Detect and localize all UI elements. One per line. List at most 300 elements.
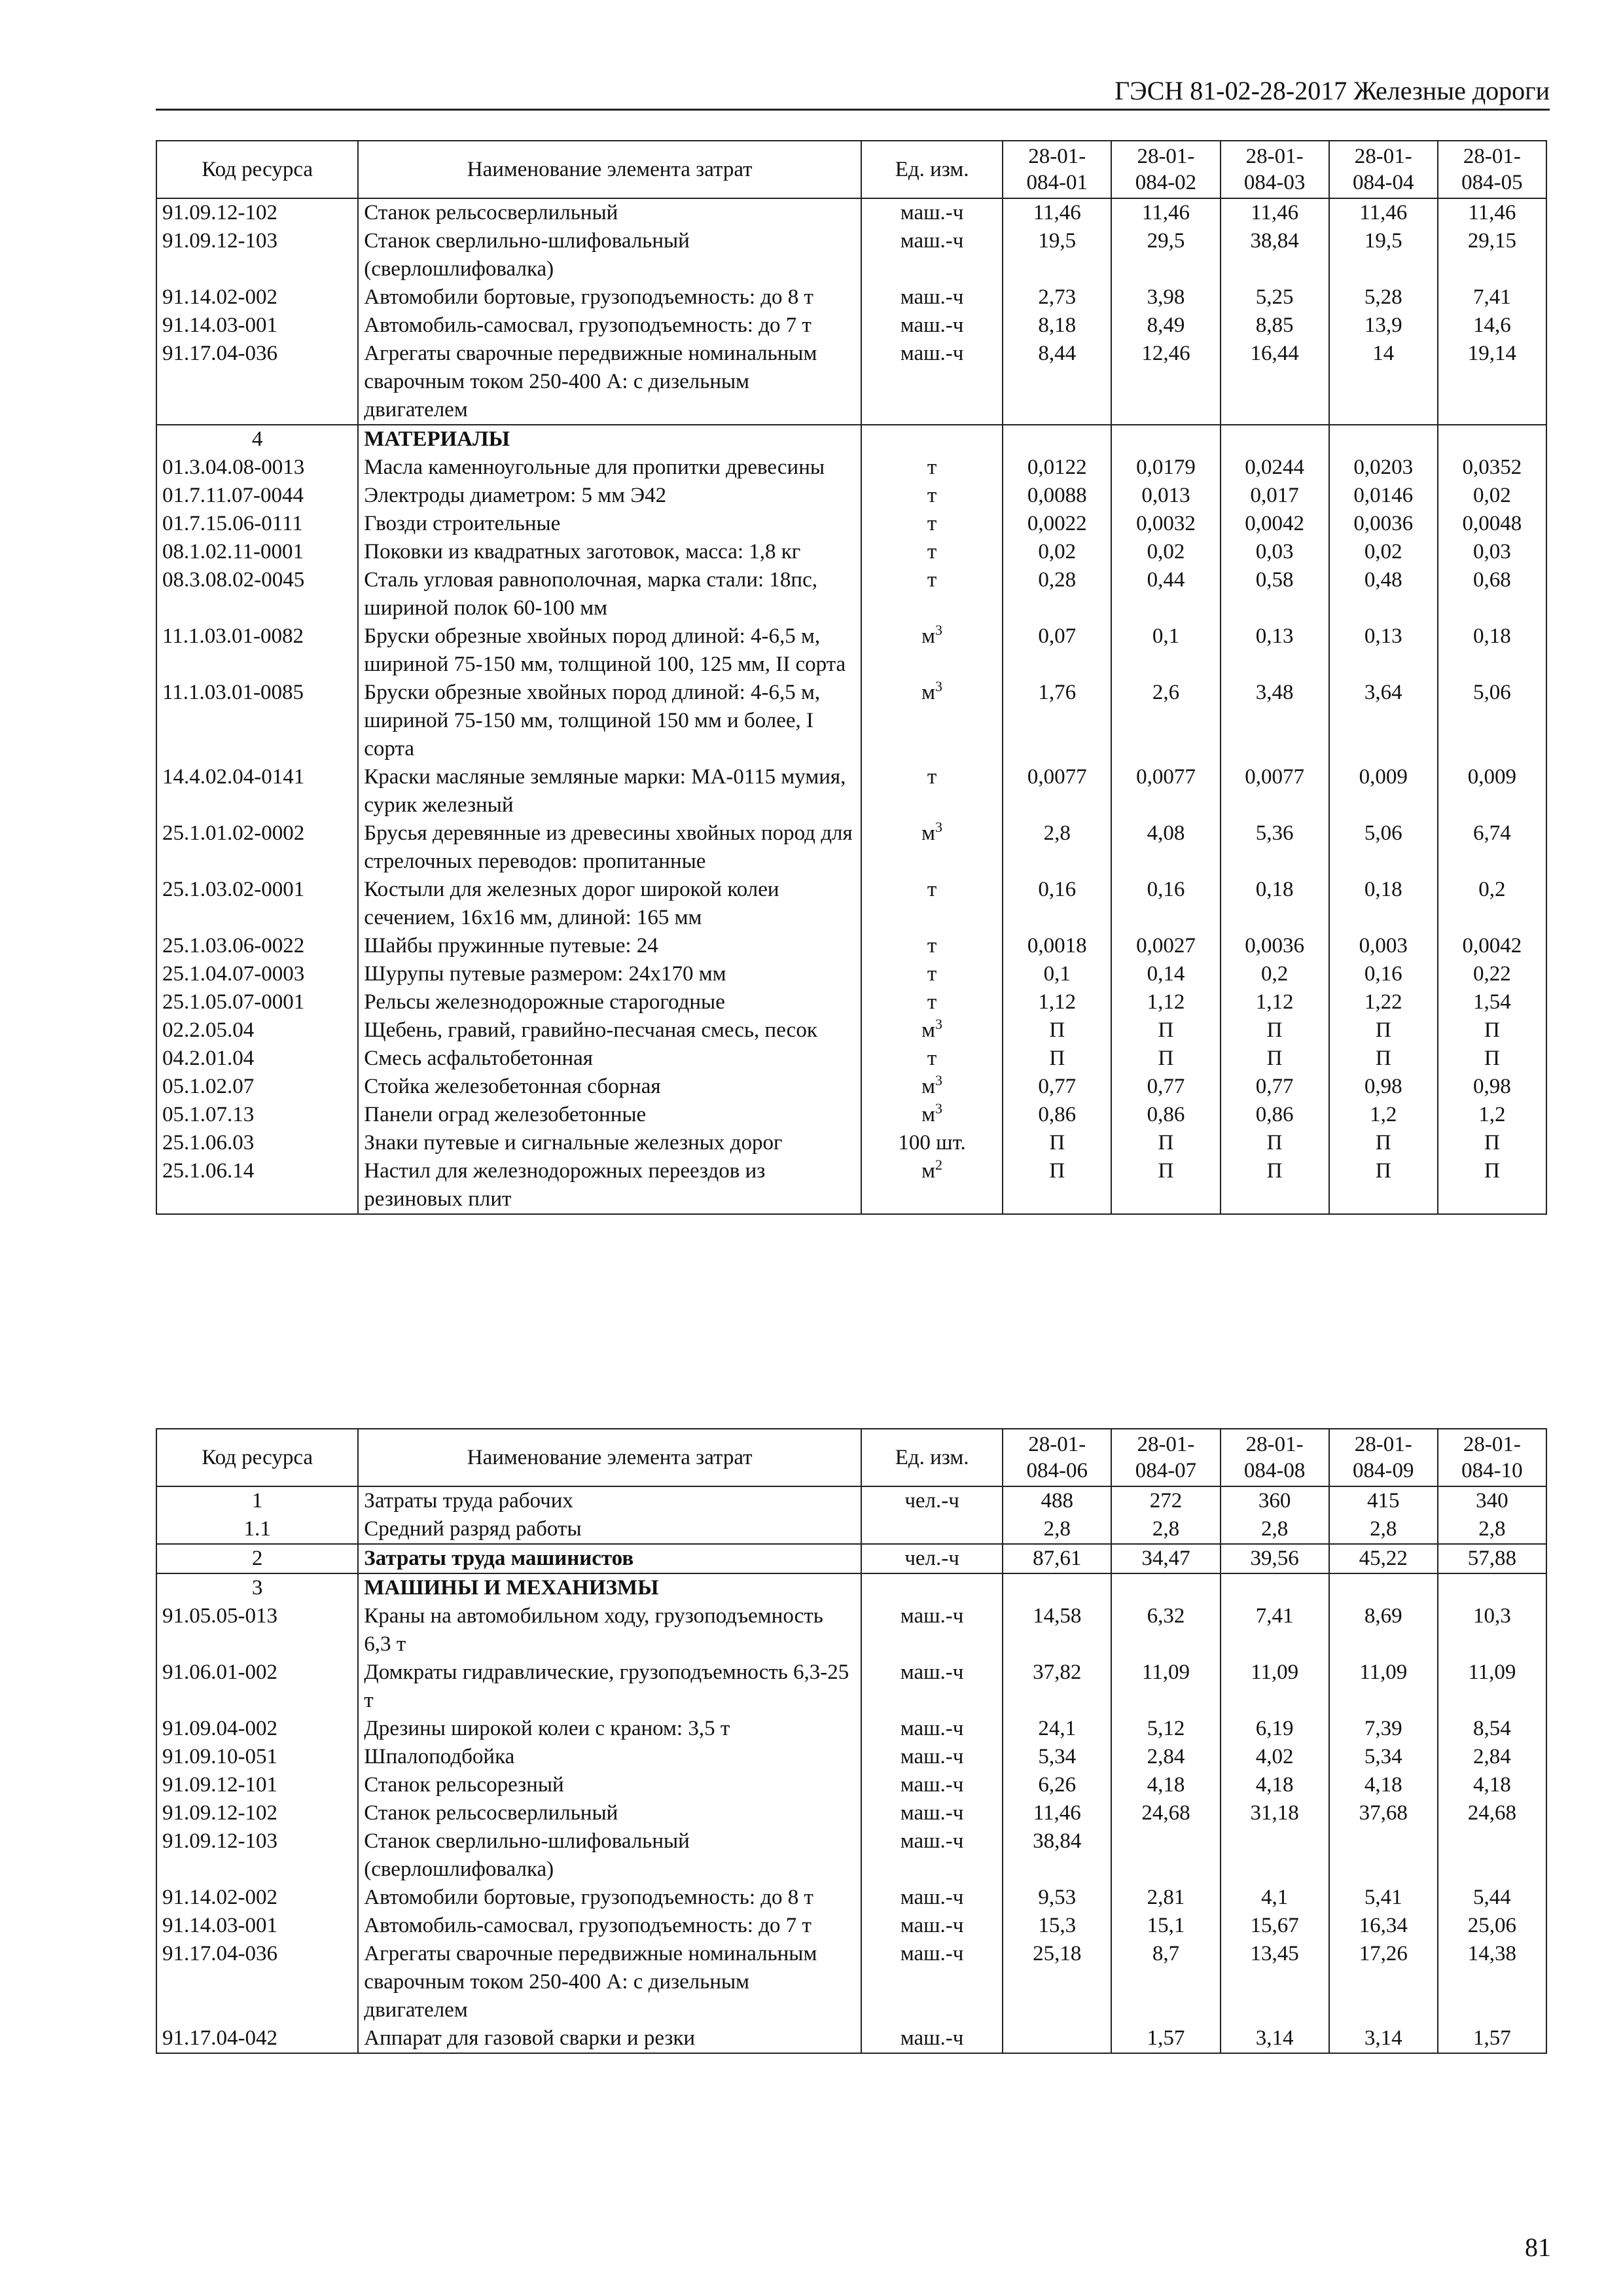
resource-code: 25.1.03.02-0001 bbox=[156, 876, 358, 932]
value-cell: 13,45 bbox=[1221, 1940, 1329, 2024]
value-cell: 6,19 bbox=[1221, 1715, 1329, 1743]
unit-exponent: 3 bbox=[935, 622, 943, 638]
resource-name: МАТЕРИАЛЫ bbox=[358, 425, 861, 454]
value-cell: 16,44 bbox=[1221, 340, 1329, 425]
value-cell: П bbox=[1221, 1045, 1329, 1073]
unit-cell bbox=[861, 283, 1003, 312]
col-header-value: 28-01- 084-09 bbox=[1329, 1429, 1438, 1486]
value-cell: 0,0048 bbox=[1438, 510, 1546, 538]
value-cell: 5,25 bbox=[1221, 283, 1329, 312]
value-cell: 415 bbox=[1329, 1486, 1438, 1515]
value-cell: 0,02 bbox=[1003, 538, 1111, 566]
value-cell: 2,8 bbox=[1003, 1515, 1111, 1544]
unit-exponent: 3 bbox=[935, 1100, 943, 1117]
value-cell: П bbox=[1221, 1157, 1329, 1214]
resource-name: Шайбы пружинные путевые: 24 bbox=[358, 932, 861, 960]
value-cell: 2,73 bbox=[1003, 283, 1111, 312]
unit-label: м bbox=[921, 1018, 936, 1042]
unit-cell bbox=[861, 425, 1003, 454]
unit-label: маш.-ч bbox=[900, 1829, 964, 1853]
value-cell: 0,0179 bbox=[1111, 454, 1220, 482]
value-cell: 4,02 bbox=[1221, 1743, 1329, 1771]
unit-cell bbox=[861, 1101, 1003, 1129]
value-cell: 11,46 bbox=[1003, 198, 1111, 227]
value-cell: 39,56 bbox=[1221, 1544, 1329, 1573]
unit-cell bbox=[861, 960, 1003, 988]
unit-label: маш.-ч bbox=[900, 1942, 964, 1965]
unit-cell bbox=[861, 1743, 1003, 1771]
value-cell bbox=[1438, 1827, 1546, 1884]
value-cell: П bbox=[1329, 1016, 1438, 1045]
resource-code: 3 bbox=[156, 1573, 358, 1602]
unit-exponent: 3 bbox=[935, 819, 943, 835]
resource-name: Автомобили бортовые, грузоподъемность: до 8 т bbox=[358, 283, 861, 312]
value-cell: 1,54 bbox=[1438, 988, 1546, 1016]
resource-name: Электроды диаметром: 5 мм Э42 bbox=[358, 482, 861, 510]
table-row bbox=[156, 340, 1546, 425]
value-cell: 4,18 bbox=[1438, 1771, 1546, 1799]
value-cell: П bbox=[1221, 1129, 1329, 1157]
table-row bbox=[156, 283, 1546, 312]
unit-label: м bbox=[921, 1075, 936, 1098]
table-row bbox=[156, 1799, 1546, 1827]
resource-name: Домкраты гидравлические, грузоподъемность 6,3-25 т bbox=[358, 1659, 861, 1715]
unit-cell bbox=[861, 1157, 1003, 1214]
unit-label: маш.-ч bbox=[900, 1886, 964, 1909]
value-cell bbox=[1003, 1573, 1111, 1602]
value-cell: 6,32 bbox=[1111, 1602, 1220, 1659]
value-cell: П bbox=[1438, 1045, 1546, 1073]
resource-code: 04.2.01.04 bbox=[156, 1045, 358, 1073]
unit-label: чел.-ч bbox=[904, 1547, 959, 1570]
resource-code: 91.09.12-101 bbox=[156, 1771, 358, 1799]
value-cell: 1,22 bbox=[1329, 988, 1438, 1016]
value-cell: 8,54 bbox=[1438, 1715, 1546, 1743]
value-cell bbox=[1111, 425, 1220, 454]
col-header-value: 28-01- 084-02 bbox=[1111, 141, 1220, 198]
value-cell: 5,34 bbox=[1329, 1743, 1438, 1771]
unit-label: маш.-ч bbox=[900, 201, 964, 224]
resource-name: Щебень, гравий, гравийно-песчаная смесь, песок bbox=[358, 1016, 861, 1045]
value-cell: 0,44 bbox=[1111, 566, 1220, 622]
table-row bbox=[156, 198, 1546, 227]
value-cell: 0,02 bbox=[1111, 538, 1220, 566]
table-row bbox=[156, 312, 1546, 340]
value-cell: 0,48 bbox=[1329, 566, 1438, 622]
table-row bbox=[156, 1544, 1546, 1573]
unit-cell bbox=[861, 1544, 1003, 1573]
value-cell: П bbox=[1111, 1016, 1220, 1045]
value-cell: 12,46 bbox=[1111, 340, 1220, 425]
value-cell: 2,84 bbox=[1438, 1743, 1546, 1771]
resource-name: Масла каменноугольные для пропитки древесины bbox=[358, 454, 861, 482]
value-cell: 4,18 bbox=[1329, 1771, 1438, 1799]
unit-label: маш.-ч bbox=[900, 229, 964, 253]
col-header-value: 28-01- 084-01 bbox=[1003, 141, 1111, 198]
unit-label: маш.-ч bbox=[900, 1660, 964, 1684]
value-cell bbox=[1003, 2024, 1111, 2053]
value-cell: 0,0352 bbox=[1438, 454, 1546, 482]
resource-name: Гвозди строительные bbox=[358, 510, 861, 538]
unit-exponent: 3 bbox=[935, 1072, 943, 1088]
table-row bbox=[156, 988, 1546, 1016]
value-cell: 0,16 bbox=[1329, 960, 1438, 988]
value-cell bbox=[1221, 425, 1329, 454]
resource-code: 91.06.01-002 bbox=[156, 1659, 358, 1715]
value-cell: 0,22 bbox=[1438, 960, 1546, 988]
value-cell: 5,12 bbox=[1111, 1715, 1220, 1743]
resource-name: Дрезины широкой колеи с краном: 3,5 т bbox=[358, 1715, 861, 1743]
value-cell: 37,68 bbox=[1329, 1799, 1438, 1827]
value-cell: П bbox=[1003, 1157, 1111, 1214]
value-cell: П bbox=[1438, 1016, 1546, 1045]
value-cell: 0,07 bbox=[1003, 622, 1111, 679]
value-cell bbox=[1329, 1827, 1438, 1884]
value-cell: 11,09 bbox=[1329, 1659, 1438, 1715]
table-header-row bbox=[156, 1429, 1546, 1486]
table-row bbox=[156, 482, 1546, 510]
value-cell: 5,44 bbox=[1438, 1884, 1546, 1912]
value-cell: 38,84 bbox=[1003, 1827, 1111, 1884]
value-cell bbox=[1111, 1573, 1220, 1602]
unit-label: маш.-ч bbox=[900, 342, 964, 365]
value-cell: 87,61 bbox=[1003, 1544, 1111, 1573]
value-cell: 0,0027 bbox=[1111, 932, 1220, 960]
value-cell: 0,003 bbox=[1329, 932, 1438, 960]
resource-code: 91.05.05-013 bbox=[156, 1602, 358, 1659]
value-cell: 15,67 bbox=[1221, 1912, 1329, 1940]
value-cell: 0,0077 bbox=[1221, 763, 1329, 819]
value-cell: 7,41 bbox=[1438, 283, 1546, 312]
resource-code: 4 bbox=[156, 425, 358, 454]
value-cell: 0,68 bbox=[1438, 566, 1546, 622]
resource-code: 11.1.03.01-0082 bbox=[156, 622, 358, 679]
value-cell: П bbox=[1438, 1157, 1546, 1214]
table-row bbox=[156, 622, 1546, 679]
value-cell: 8,7 bbox=[1111, 1940, 1220, 2024]
value-cell: 2,8 bbox=[1438, 1515, 1546, 1544]
resource-name: Смесь асфальтобетонная bbox=[358, 1045, 861, 1073]
value-cell: 2,8 bbox=[1221, 1515, 1329, 1544]
resource-name: Станок сверлильно-шлифовальный (сверлошлифовалка) bbox=[358, 1827, 861, 1884]
col-header-value: 28-01- 084-04 bbox=[1329, 141, 1438, 198]
table-row bbox=[156, 538, 1546, 566]
resource-code: 11.1.03.01-0085 bbox=[156, 679, 358, 763]
resource-name: Костыли для железных дорог широкой колеи сечением, 16х16 мм, длиной: 165 мм bbox=[358, 876, 861, 932]
table-row bbox=[156, 1940, 1546, 2024]
unit-label: маш.-ч bbox=[900, 1717, 964, 1740]
unit-cell bbox=[861, 312, 1003, 340]
resource-code: 91.17.04-042 bbox=[156, 2024, 358, 2053]
unit-cell bbox=[861, 1715, 1003, 1743]
value-cell: 5,06 bbox=[1438, 679, 1546, 763]
table-body bbox=[156, 1486, 1546, 2053]
resource-code: 1 bbox=[156, 1486, 358, 1515]
resource-code: 91.17.04-036 bbox=[156, 1940, 358, 2024]
value-cell: 1,12 bbox=[1003, 988, 1111, 1016]
value-cell: 24,68 bbox=[1438, 1799, 1546, 1827]
value-cell: 0,0022 bbox=[1003, 510, 1111, 538]
value-cell: 3,48 bbox=[1221, 679, 1329, 763]
resource-name: Шурупы путевые размером: 24х170 мм bbox=[358, 960, 861, 988]
table-row bbox=[156, 1045, 1546, 1073]
resource-name: Средний разряд работы bbox=[358, 1515, 861, 1544]
value-cell: 16,34 bbox=[1329, 1912, 1438, 1940]
value-cell: 1,12 bbox=[1221, 988, 1329, 1016]
value-cell: 0,0203 bbox=[1329, 454, 1438, 482]
value-cell: 25,06 bbox=[1438, 1912, 1546, 1940]
value-cell: 5,06 bbox=[1329, 819, 1438, 876]
resource-name: Станок сверлильно-шлифовальный (сверлошлифовалка) bbox=[358, 227, 861, 283]
unit-label: м bbox=[921, 821, 936, 845]
value-cell: 17,26 bbox=[1329, 1940, 1438, 2024]
resource-code: 91.17.04-036 bbox=[156, 340, 358, 425]
resource-name: Сталь угловая равнополочная, марка стали: 18пс, шириной полок 60-100 мм bbox=[358, 566, 861, 622]
resource-code: 05.1.02.07 bbox=[156, 1073, 358, 1101]
value-cell: 0,77 bbox=[1221, 1073, 1329, 1101]
table-row bbox=[156, 1157, 1546, 1214]
section-row bbox=[156, 1573, 1546, 1602]
resource-code: 91.14.03-001 bbox=[156, 1912, 358, 1940]
unit-label: т bbox=[927, 512, 937, 535]
value-cell: 0,017 bbox=[1221, 482, 1329, 510]
resource-code: 02.2.05.04 bbox=[156, 1016, 358, 1045]
value-cell: 57,88 bbox=[1438, 1544, 1546, 1573]
value-cell: 1,76 bbox=[1003, 679, 1111, 763]
table-row bbox=[156, 1101, 1546, 1129]
value-cell: 0,0036 bbox=[1221, 932, 1329, 960]
resource-code: 91.09.12-103 bbox=[156, 227, 358, 283]
unit-label: м bbox=[921, 1159, 936, 1183]
value-cell: 29,5 bbox=[1111, 227, 1220, 283]
value-cell: 0,18 bbox=[1438, 622, 1546, 679]
unit-cell bbox=[861, 2024, 1003, 2053]
table-row bbox=[156, 454, 1546, 482]
resource-name: Поковки из квадратных заготовок, масса: 1,8 кг bbox=[358, 538, 861, 566]
resource-name: Автомобиль-самосвал, грузоподъемность: до 7 т bbox=[358, 1912, 861, 1940]
value-cell: 9,53 bbox=[1003, 1884, 1111, 1912]
value-cell: 15,3 bbox=[1003, 1912, 1111, 1940]
col-header-name: Наименование элемента затрат bbox=[358, 1429, 861, 1486]
value-cell: 1,57 bbox=[1111, 2024, 1220, 2053]
value-cell bbox=[1329, 425, 1438, 454]
unit-exponent: 3 bbox=[935, 1016, 943, 1032]
resource-name: Бруски обрезные хвойных пород длиной: 4-6,5 м, шириной 75-150 мм, толщиной 150 мм и более, I сорта bbox=[358, 679, 861, 763]
unit-cell bbox=[861, 679, 1003, 763]
resource-name: Бруски обрезные хвойных пород длиной: 4-6,5 м, шириной 75-150 мм, толщиной 100, 125 мм, II сорта bbox=[358, 622, 861, 679]
col-header-value: 28-01- 084-03 bbox=[1221, 141, 1329, 198]
unit-label: т bbox=[927, 456, 937, 479]
unit-cell bbox=[861, 1659, 1003, 1715]
unit-label: т bbox=[927, 568, 937, 592]
unit-cell bbox=[861, 988, 1003, 1016]
value-cell: 0,28 bbox=[1003, 566, 1111, 622]
resource-name: Станок рельсорезный bbox=[358, 1771, 861, 1799]
unit-label: чел.-ч bbox=[904, 1489, 959, 1513]
col-header-value: 28-01- 084-05 bbox=[1438, 141, 1546, 198]
unit-cell bbox=[861, 1129, 1003, 1157]
unit-cell bbox=[861, 932, 1003, 960]
col-header-value: 28-01- 084-10 bbox=[1438, 1429, 1546, 1486]
value-cell: 0,0244 bbox=[1221, 454, 1329, 482]
table-row bbox=[156, 510, 1546, 538]
value-cell: 0,03 bbox=[1221, 538, 1329, 566]
value-cell: 5,34 bbox=[1003, 1743, 1111, 1771]
value-cell: 29,15 bbox=[1438, 227, 1546, 283]
value-cell: 11,09 bbox=[1111, 1659, 1220, 1715]
value-cell: 0,03 bbox=[1438, 538, 1546, 566]
table-row bbox=[156, 1827, 1546, 1884]
table-row bbox=[156, 1912, 1546, 1940]
value-cell: 24,1 bbox=[1003, 1715, 1111, 1743]
resource-code: 25.1.05.07-0001 bbox=[156, 988, 358, 1016]
value-cell: 0,13 bbox=[1329, 622, 1438, 679]
unit-cell bbox=[861, 538, 1003, 566]
resource-code: 1.1 bbox=[156, 1515, 358, 1544]
value-cell: 11,09 bbox=[1221, 1659, 1329, 1715]
unit-label: т bbox=[927, 990, 937, 1014]
value-cell: 11,46 bbox=[1221, 198, 1329, 227]
unit-cell bbox=[861, 1016, 1003, 1045]
resource-code: 91.14.02-002 bbox=[156, 283, 358, 312]
value-cell: 7,41 bbox=[1221, 1602, 1329, 1659]
value-cell: 2,81 bbox=[1111, 1884, 1220, 1912]
value-cell: П bbox=[1003, 1016, 1111, 1045]
value-cell: 0,98 bbox=[1329, 1073, 1438, 1101]
resource-name: Агрегаты сварочные передвижные номинальным сварочным током 250-400 А: с дизельным двигателем bbox=[358, 1940, 861, 2024]
unit-label: т bbox=[927, 540, 937, 564]
unit-cell bbox=[861, 1515, 1003, 1544]
value-cell: 31,18 bbox=[1221, 1799, 1329, 1827]
value-cell: 0,13 bbox=[1221, 622, 1329, 679]
value-cell: 8,85 bbox=[1221, 312, 1329, 340]
resource-code: 91.14.03-001 bbox=[156, 312, 358, 340]
value-cell: 3,98 bbox=[1111, 283, 1220, 312]
table-row bbox=[156, 932, 1546, 960]
resource-code: 25.1.06.14 bbox=[156, 1157, 358, 1214]
value-cell: 3,14 bbox=[1329, 2024, 1438, 2053]
document-title: ГЭСН 81-02-28-2017 Железные дороги bbox=[1115, 76, 1550, 105]
unit-cell bbox=[861, 1045, 1003, 1073]
value-cell: 0,009 bbox=[1329, 763, 1438, 819]
value-cell: 272 bbox=[1111, 1486, 1220, 1515]
value-cell: П bbox=[1438, 1129, 1546, 1157]
value-cell: 15,1 bbox=[1111, 1912, 1220, 1940]
value-cell: 6,26 bbox=[1003, 1771, 1111, 1799]
table-row bbox=[156, 2024, 1546, 2053]
table-row bbox=[156, 1743, 1546, 1771]
resource-name: Затраты труда машинистов bbox=[358, 1544, 861, 1573]
value-cell: 10,3 bbox=[1438, 1602, 1546, 1659]
resource-name: Автомобили бортовые, грузоподъемность: до 8 т bbox=[358, 1884, 861, 1912]
value-cell: 19,14 bbox=[1438, 340, 1546, 425]
unit-label: т bbox=[927, 484, 937, 507]
unit-label: м bbox=[921, 681, 936, 704]
value-cell bbox=[1329, 1573, 1438, 1602]
unit-cell bbox=[861, 763, 1003, 819]
unit-cell bbox=[861, 1602, 1003, 1659]
table-row bbox=[156, 763, 1546, 819]
value-cell: 4,18 bbox=[1111, 1771, 1220, 1799]
unit-cell bbox=[861, 1073, 1003, 1101]
unit-cell bbox=[861, 482, 1003, 510]
value-cell: П bbox=[1329, 1157, 1438, 1214]
unit-label: т bbox=[927, 878, 937, 901]
resource-code: 14.4.02.04-0141 bbox=[156, 763, 358, 819]
unit-cell bbox=[861, 454, 1003, 482]
unit-label: маш.-ч bbox=[900, 314, 964, 337]
value-cell: 0,14 bbox=[1111, 960, 1220, 988]
unit-cell bbox=[861, 198, 1003, 227]
value-cell: 7,39 bbox=[1329, 1715, 1438, 1743]
value-cell: 3,64 bbox=[1329, 679, 1438, 763]
resource-name: Краны на автомобильном ходу, грузоподъемность 6,3 т bbox=[358, 1602, 861, 1659]
resource-name: Панели оград железобетонные bbox=[358, 1101, 861, 1129]
resource-code: 25.1.04.07-0003 bbox=[156, 960, 358, 988]
value-cell: 45,22 bbox=[1329, 1544, 1438, 1573]
value-cell: 0,86 bbox=[1003, 1101, 1111, 1129]
table-row bbox=[156, 1515, 1546, 1544]
value-cell: 0,16 bbox=[1111, 876, 1220, 932]
value-cell bbox=[1438, 425, 1546, 454]
value-cell bbox=[1221, 1573, 1329, 1602]
value-cell: 5,41 bbox=[1329, 1884, 1438, 1912]
unit-cell bbox=[861, 1827, 1003, 1884]
value-cell: 0,1 bbox=[1003, 960, 1111, 988]
col-header-value: 28-01- 084-06 bbox=[1003, 1429, 1111, 1486]
value-cell: П bbox=[1221, 1016, 1329, 1045]
value-cell: 0,0042 bbox=[1221, 510, 1329, 538]
value-cell: 8,18 bbox=[1003, 312, 1111, 340]
unit-cell bbox=[861, 1884, 1003, 1912]
value-cell: 0,0122 bbox=[1003, 454, 1111, 482]
unit-label: маш.-ч bbox=[900, 285, 964, 309]
col-header-unit: Ед. изм. bbox=[861, 141, 1003, 198]
resource-code: 91.09.12-102 bbox=[156, 1799, 358, 1827]
value-cell: П bbox=[1329, 1129, 1438, 1157]
unit-cell bbox=[861, 1799, 1003, 1827]
value-cell: 0,0077 bbox=[1003, 763, 1111, 819]
resource-name: Станок рельсосверлильный bbox=[358, 198, 861, 227]
value-cell: 4,18 bbox=[1221, 1771, 1329, 1799]
col-header-code: Код ресурса bbox=[156, 1429, 358, 1486]
value-cell: 1,12 bbox=[1111, 988, 1220, 1016]
resource-code: 08.3.08.02-0045 bbox=[156, 566, 358, 622]
value-cell bbox=[1003, 425, 1111, 454]
page-header bbox=[156, 72, 1550, 111]
unit-label: м bbox=[921, 624, 936, 648]
value-cell: 37,82 bbox=[1003, 1659, 1111, 1715]
value-cell: 0,58 bbox=[1221, 566, 1329, 622]
resource-name: Брусья деревянные из древесины хвойных пород для стрелочных переводов: пропитанные bbox=[358, 819, 861, 876]
value-cell: 0,0018 bbox=[1003, 932, 1111, 960]
value-cell: 360 bbox=[1221, 1486, 1329, 1515]
table-row bbox=[156, 1715, 1546, 1743]
resource-code: 91.09.12-103 bbox=[156, 1827, 358, 1884]
value-cell: 0,77 bbox=[1111, 1073, 1220, 1101]
value-cell: 11,46 bbox=[1003, 1799, 1111, 1827]
unit-label: м bbox=[921, 1103, 936, 1126]
value-cell: 0,0036 bbox=[1329, 510, 1438, 538]
unit-cell bbox=[861, 1573, 1003, 1602]
value-cell: 0,16 bbox=[1003, 876, 1111, 932]
unit-cell bbox=[861, 622, 1003, 679]
table-row bbox=[156, 819, 1546, 876]
unit-label: маш.-ч bbox=[900, 1604, 964, 1628]
table-body bbox=[156, 198, 1546, 1214]
value-cell: 2,8 bbox=[1003, 819, 1111, 876]
value-cell: 11,46 bbox=[1329, 198, 1438, 227]
